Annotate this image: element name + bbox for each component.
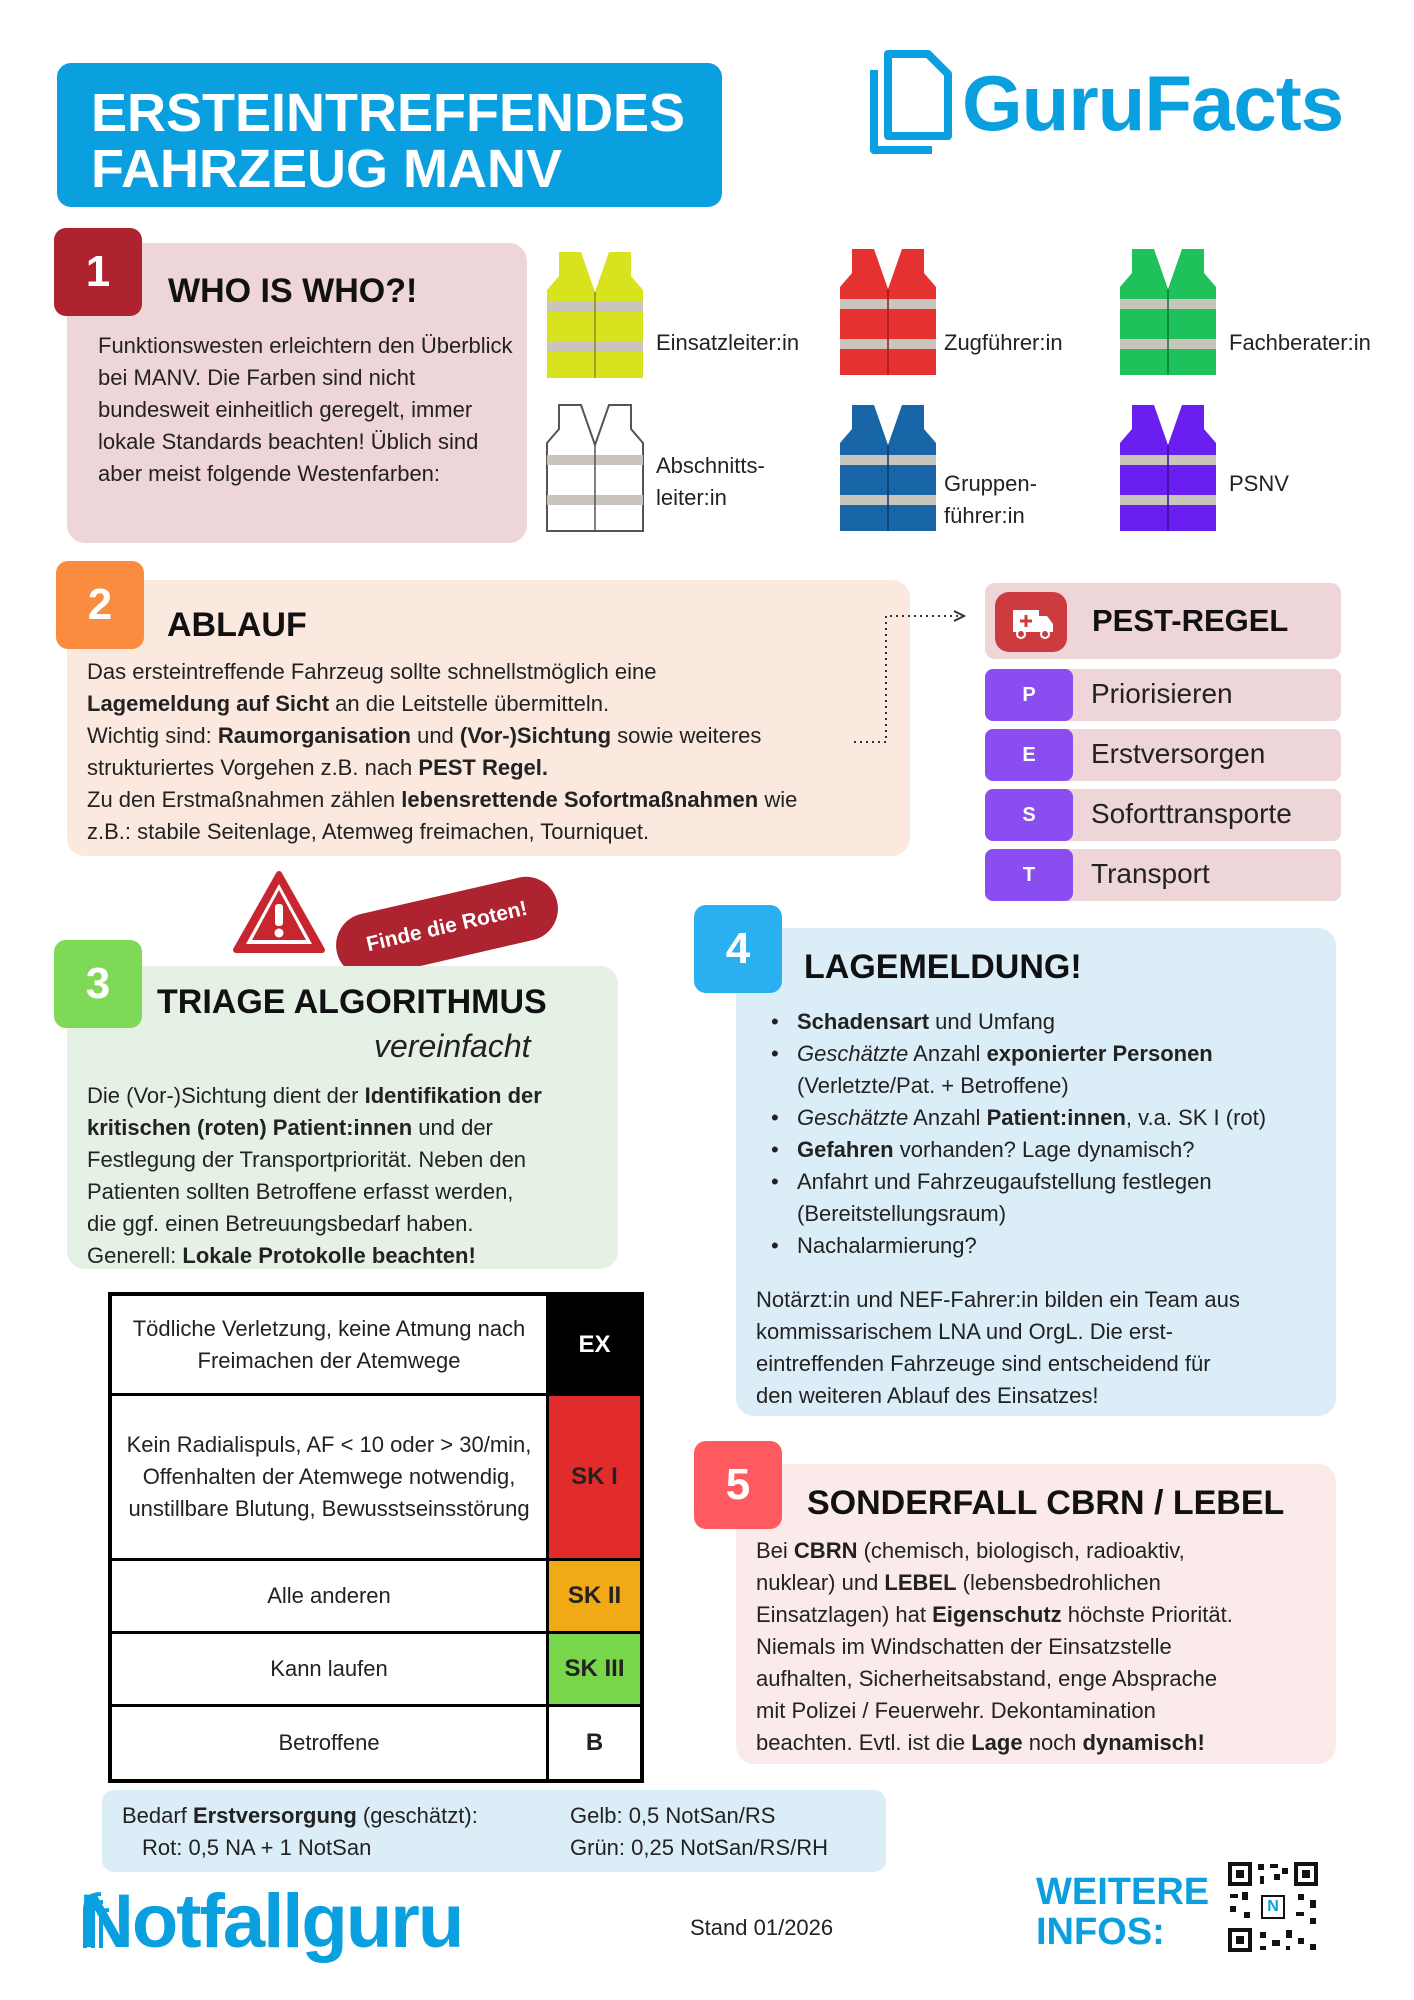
qr-center-letter: N [1267, 1898, 1279, 1915]
ambulance-icon [995, 592, 1067, 652]
weitere-infos [1036, 1872, 1209, 1952]
ablauf-text: Wichtig sind: [87, 723, 218, 748]
versorgung-rot: Rot: 0,5 NA + 1 NotSan [142, 1835, 372, 1860]
pest-word: Priorisieren [1091, 678, 1233, 709]
triage-row-sk3 [112, 1634, 640, 1707]
pest-row-t [985, 849, 1341, 901]
vest-label-psnv: PSNV [1229, 471, 1289, 496]
cbrn-text: (chemisch, biologisch, radioaktiv, [857, 1538, 1185, 1563]
stand-date: Stand 01/2026 [690, 1915, 834, 1940]
cbrn-text: (lebensbedrohlichen [956, 1570, 1161, 1595]
triage-code: SK III [549, 1634, 640, 1704]
ablauf-text: Zu den Erstmaßnahmen zählen [87, 787, 402, 812]
triage-text: und der [412, 1115, 493, 1140]
ablauf-bold: lebensrettende Sofortmaßnahmen [401, 787, 759, 812]
triage-desc: Kein Radialispuls, AF < 10 oder > 30/min, Offenhalten der Atemwege notwendig, unstillbare Blutung, Bewusstseinsstörung [112, 1396, 549, 1558]
pest-letter: T [985, 849, 1073, 901]
section-2-text [87, 656, 907, 848]
lagemeldung-list [763, 1006, 1333, 1262]
vest-label-einsatzleiter: Einsatzleiter:in [656, 330, 800, 355]
cbrn-text: nuklear) und [756, 1570, 885, 1595]
section-1-number: 1 [54, 228, 142, 316]
triage-bold: Lokale Protokolle beachten! [182, 1243, 476, 1268]
vest-label-abschnittsleiter-line-1: Abschnitts- [656, 453, 765, 478]
vest-green-icon [1118, 247, 1218, 379]
ablauf-text: an die Leitstelle übermitteln. [329, 691, 610, 716]
cbrn-text: höchste Priorität. [1061, 1602, 1233, 1627]
lage-bold: Patient:innen [986, 1105, 1126, 1130]
lage-bold: Schadensart [797, 1009, 930, 1034]
cbrn-line: aufhalten, Sicherheitsabstand, enge Absprache [756, 1666, 1218, 1691]
document-icon [866, 50, 956, 154]
triage-line: Festlegung der Transportpriorität. Neben den [87, 1147, 527, 1172]
versorgung-gruen: Grün: 0,25 NotSan/RS/RH [570, 1835, 829, 1860]
cbrn-text: Einsatzlagen) hat [756, 1602, 933, 1627]
lage-item [763, 1166, 1333, 1230]
lage-item [763, 1006, 1333, 1038]
triage-code: SK I [549, 1396, 640, 1558]
triage-desc: Kann laufen [112, 1634, 549, 1704]
section-3-subtitle: vereinfacht [374, 1028, 531, 1064]
triage-code: B [549, 1707, 640, 1779]
triage-row-sk2 [112, 1561, 640, 1634]
pest-word: Erstversorgen [1091, 738, 1266, 769]
vest-label-gruppenfuehrer-line-2: führer:in [944, 503, 1025, 528]
section-1-text: Funktionswesten erleichtern den Überblick bei MANV. Die Farben sind nicht bundesweit einheitlich geregelt, immer lokale Standards beachten! Üblich sind aber meist folgende Westenfarben: [98, 333, 513, 486]
ablauf-bold: PEST Regel. [418, 755, 548, 780]
vest-white-icon [545, 403, 645, 535]
lage-text: (Bereitstellungsraum) [797, 1201, 1007, 1226]
cbrn-line: mit Polizei / Feuerwehr. Dekontamination [756, 1698, 1156, 1723]
ablauf-text: wie [758, 787, 798, 812]
pest-letter: S [985, 789, 1073, 841]
section-5-number: 5 [694, 1441, 782, 1529]
lage-text: vorhanden? Lage dynamisch? [893, 1137, 1195, 1162]
triage-text: Die (Vor-)Sichtung dient der [87, 1083, 365, 1108]
cbrn-text: noch [1022, 1730, 1083, 1755]
lage-item [763, 1230, 1333, 1262]
lage-bold: Gefahren [797, 1137, 894, 1162]
lagemeldung-note [756, 1284, 1326, 1412]
versorgung-text: Bedarf [122, 1803, 193, 1828]
triage-line: Patienten sollten Betroffene erfasst werden, [87, 1179, 514, 1204]
ablauf-line: z.B.: stabile Seitenlage, Atemweg freimachen, Tourniquet. [87, 819, 650, 844]
page-title [57, 63, 722, 207]
cbrn-text: beachten. Evtl. ist die [756, 1730, 972, 1755]
triage-row-ex [112, 1296, 640, 1396]
pest-word: Soforttransporte [1091, 798, 1292, 829]
section-3-number: 3 [54, 940, 142, 1028]
section-1-title: WHO IS WHO?! [168, 272, 418, 310]
gurufacts-logo [866, 50, 1346, 160]
notfallguru-logo [77, 1878, 537, 1968]
triage-code: SK II [549, 1561, 640, 1631]
lage-text: Anfahrt und Fahrzeugaufstellung festlegen [797, 1169, 1212, 1194]
vest-label-gruppenfuehrer [944, 468, 1037, 532]
triage-bold: Identifikation der [364, 1083, 542, 1108]
badge-text: Finde die Roten! [364, 896, 530, 957]
pest-word: Transport [1091, 858, 1210, 889]
qr-code[interactable] [1226, 1860, 1320, 1954]
cbrn-line: Niemals im Windschatten der Einsatzstelle [756, 1634, 1172, 1659]
versorgung-bold: Erstversorgung [192, 1803, 357, 1828]
note-line: Notärzt:in und NEF-Fahrer:in bilden ein Team aus [756, 1287, 1240, 1312]
erstversorgung-left [122, 1800, 478, 1864]
lage-italic: Geschätzte [797, 1105, 909, 1130]
lage-bold: exponierter Personen [986, 1041, 1213, 1066]
ablauf-text: strukturiertes Vorgehen z.B. nach [87, 755, 419, 780]
vest-label-gruppenfuehrer-line-1: Gruppen- [944, 471, 1037, 496]
lage-item [763, 1038, 1333, 1102]
vest-blue-icon [838, 403, 938, 535]
vest-label-abschnittsleiter [656, 450, 765, 514]
infos-line-2: INFOS: [1036, 1911, 1165, 1953]
vest-yellow-icon [545, 250, 645, 382]
pest-row-p [985, 669, 1341, 721]
warning-icon [232, 870, 326, 954]
triage-bold: kritischen (roten) Patient:innen [87, 1115, 413, 1140]
cbrn-bold: LEBEL [884, 1570, 957, 1595]
pest-title: PEST-REGEL [1092, 603, 1289, 638]
vest-red-icon [838, 247, 938, 379]
triage-desc: Tödliche Verletzung, keine Atmung nach Freimachen der Atemwege [112, 1296, 549, 1393]
cbrn-bold: CBRN [793, 1538, 858, 1563]
triage-code: EX [549, 1296, 640, 1393]
erstversorgung-right [568, 1800, 828, 1864]
cbrn-text: Bei [756, 1538, 794, 1563]
cbrn-bold: Lage [971, 1730, 1023, 1755]
dotted-connector-arrow [850, 610, 970, 750]
section-2-number: 2 [56, 561, 144, 649]
triage-row-b [112, 1707, 640, 1779]
brand-name: GuruFacts [962, 59, 1344, 147]
vest-label-fachberater: Fachberater:in [1229, 330, 1371, 355]
lage-text: (Verletzte/Pat. + Betroffene) [797, 1073, 1069, 1098]
section-5-title: SONDERFALL CBRN / LEBEL [807, 1484, 1285, 1522]
title-line-2: FAHRZEUG MANV [91, 139, 562, 199]
ablauf-bold: (Vor-)Sichtung [459, 723, 612, 748]
section-3-text [87, 1080, 617, 1272]
lage-item [763, 1102, 1333, 1134]
pest-letter: E [985, 729, 1073, 781]
infos-line-1: WEITERE [1036, 1871, 1210, 1913]
pest-row-e [985, 729, 1341, 781]
note-line: kommissarischem LNA und OrgL. Die erst- [756, 1319, 1173, 1344]
versorgung-text: (geschätzt): [356, 1803, 478, 1828]
vest-label-abschnittsleiter-line-2: leiter:in [656, 485, 727, 510]
lage-text: Nachalarmierung? [797, 1233, 977, 1258]
section-5-text [756, 1535, 1331, 1759]
triage-text: Generell: [87, 1243, 183, 1268]
lage-italic: Geschätzte [797, 1041, 909, 1066]
ablauf-bold: Lagemeldung auf Sicht [87, 691, 330, 716]
ablauf-text: und [410, 723, 460, 748]
ablauf-bold: Raumorganisation [217, 723, 411, 748]
triage-line: die ggf. einen Betreuungsbedarf haben. [87, 1211, 474, 1236]
pest-letter: P [985, 669, 1073, 721]
pest-row-s [985, 789, 1341, 841]
lage-text: , v.a. SK I (rot) [1125, 1105, 1267, 1130]
note-line: den weiteren Ablauf des Einsatzes! [756, 1383, 1099, 1408]
section-4-title: LAGEMELDUNG! [804, 948, 1082, 986]
ablauf-line: Das ersteintreffende Fahrzeug sollte schnellstmöglich eine [87, 659, 657, 684]
section-3-title: TRIAGE ALGORITHMUS [157, 983, 547, 1021]
triage-desc: Betroffene [112, 1707, 549, 1779]
lage-text: Anzahl [908, 1105, 987, 1130]
section-4-number: 4 [694, 905, 782, 993]
ablauf-text: sowie weiteres [611, 723, 762, 748]
lage-text: Anzahl [908, 1041, 987, 1066]
triage-desc: Alle anderen [112, 1561, 549, 1631]
title-line-1: ERSTEINTREFFENDES [91, 83, 686, 143]
section-2-title: ABLAUF [167, 606, 307, 644]
cbrn-bold: Eigenschutz [932, 1602, 1062, 1627]
cbrn-bold: dynamisch! [1082, 1730, 1205, 1755]
note-line: eintreffenden Fahrzeuge sind entscheidend für [756, 1351, 1211, 1376]
notfallguru-name: Notfallguru [79, 1879, 463, 1964]
vest-label-zugfuehrer: Zugführer:in [944, 330, 1063, 355]
vest-purple-icon [1118, 403, 1218, 535]
lage-text: und Umfang [929, 1009, 1056, 1034]
versorgung-gelb: Gelb: 0,5 NotSan/RS [570, 1803, 776, 1828]
triage-table [108, 1292, 644, 1783]
triage-row-sk1 [112, 1396, 640, 1561]
lage-item [763, 1134, 1333, 1166]
